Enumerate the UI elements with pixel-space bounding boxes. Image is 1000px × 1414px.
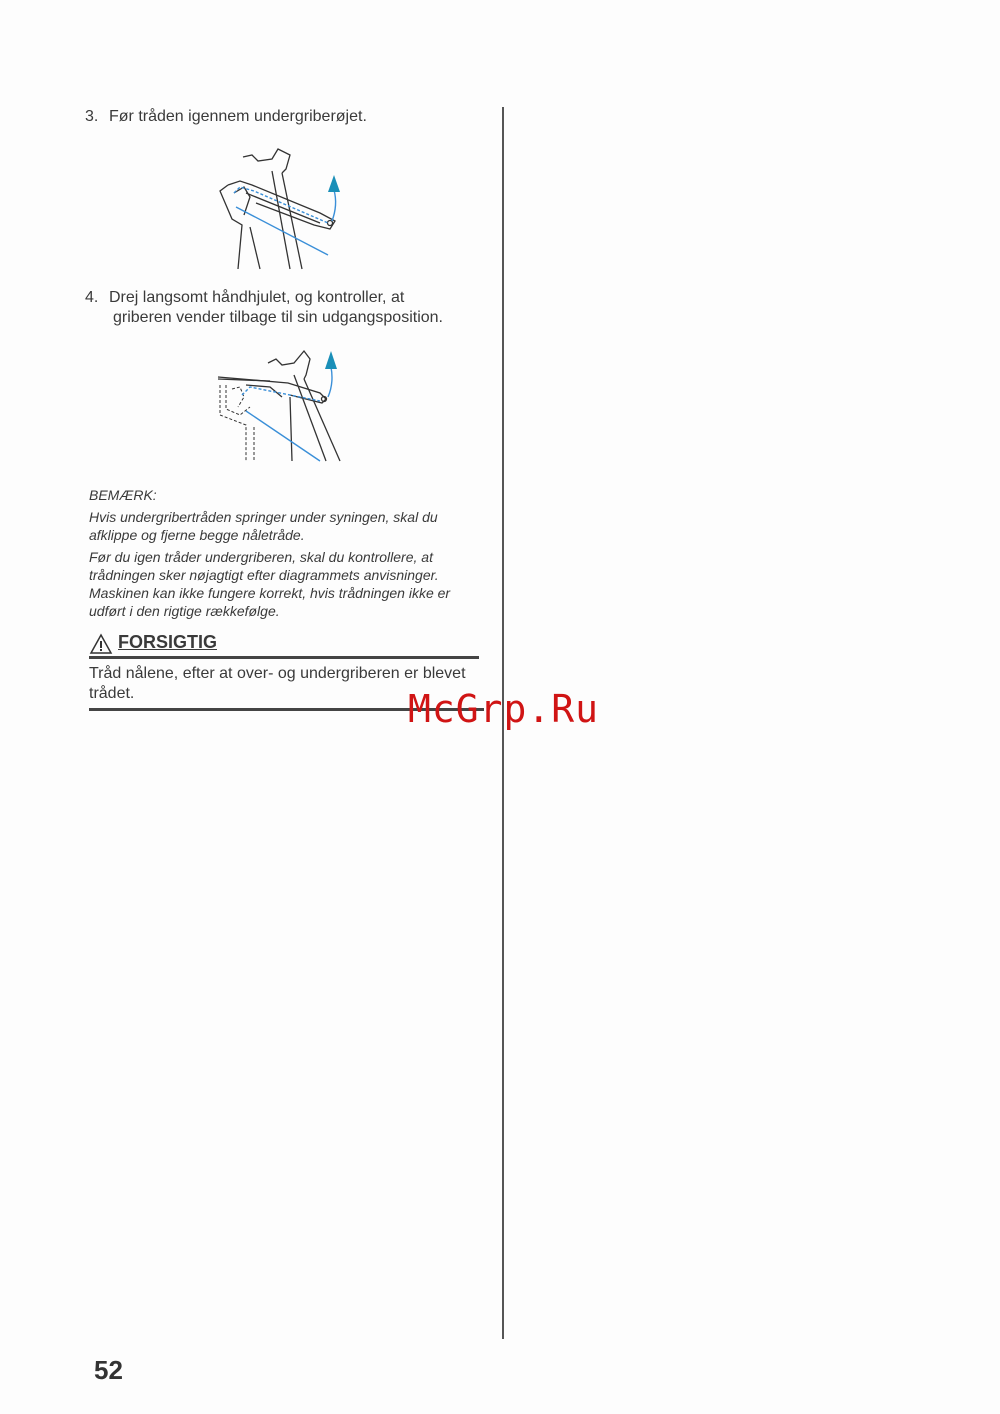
step-number: 4.: [85, 289, 99, 306]
step-3: [85, 107, 367, 127]
caution-text: Tråd nålene, efter at over- og undergriberen er blevet trådet.: [89, 665, 466, 702]
note-heading: BEMÆRK:: [89, 487, 157, 503]
step-text-line1: Drej langsomt håndhjulet, og kontroller, at: [109, 289, 405, 306]
note-paragraph-2: Før du igen tråder undergriberen, skal du kontrollere, at trådningen sker nøjagtigt efter diagrammets anvisninger. Maskinen kan ikke fungere korrekt, hvis trådningen ikke er udført i den rigtige rækkefølge.: [89, 549, 451, 619]
looper-threading-illustration: [210, 145, 350, 275]
page-number: 52: [94, 1355, 123, 1385]
note-block: [89, 486, 489, 624]
watermark: McGrp.Ru: [408, 687, 600, 731]
caution-label: FORSIGTIG: [118, 632, 217, 652]
looper-home-position-illustration: [210, 345, 350, 470]
caution-heading: [89, 632, 479, 659]
step-text-line2: griberen vender tilbage til sin udgangsposition.: [113, 309, 443, 326]
warning-triangle-icon: [89, 633, 113, 655]
step-number: 3.: [85, 108, 99, 125]
step-text: Før tråden igennem undergriberøjet.: [109, 108, 367, 125]
step-4: [85, 288, 443, 328]
note-paragraph-1: Hvis undergribertråden springer under syningen, skal du afklippe og fjerne begge nåletråde.: [89, 509, 438, 543]
